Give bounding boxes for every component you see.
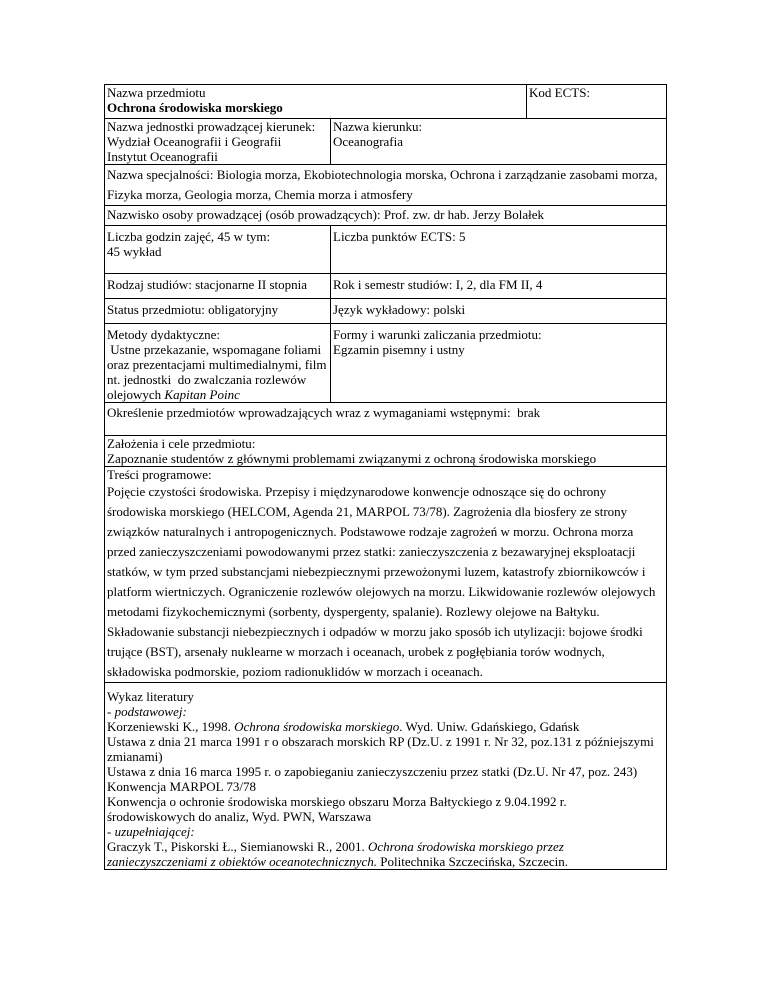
goals-row: [105, 436, 667, 467]
program-cell: [105, 467, 667, 683]
ects-points: Liczba punktów ECTS: 5: [333, 229, 466, 244]
subject-row: [105, 85, 667, 119]
item-7-author: Graczyk T., Piskorski Ł., Siemianowski R., 2001.: [107, 839, 368, 854]
unit-faculty: Wydział Oceanografii i Geografii: [107, 134, 282, 149]
specialties-row: [105, 165, 667, 206]
specialties-text: Nazwa specjalności: Biologia morza, Ekobiotechnologia morska, Ochrona i zarządzanie zasobami morza, Fizyka morza, Geologia morza, Chemia morza i atmosfery: [107, 167, 658, 202]
methods-cell: [105, 324, 331, 403]
lecturer-row: [105, 206, 667, 226]
prerequisites-cell: [105, 403, 667, 436]
year-semester-cell: [331, 274, 667, 299]
literature-row: [105, 683, 667, 870]
field-label: Nazwa kierunku:: [333, 119, 423, 134]
item-7-rest: Politechnika Szczecińska, Szczecin.: [377, 854, 568, 869]
unit-row: [105, 119, 667, 165]
study-type-row: [105, 274, 667, 299]
literature-item-2: Ustawa z dnia 21 marca 1991 r o obszarach morskich RP (Dz.U. z 1991 r. Nr 32, poz.131 z późniejszymi zmianami): [107, 734, 654, 764]
goals-cell: [105, 436, 667, 467]
literature-item-5: Konwencja o ochronie środowiska morskiego obszaru Morza Bałtyckiego z 9.04.1992 r.: [107, 794, 567, 809]
assessment-value: Egzamin pisemny i ustny: [333, 342, 465, 357]
status-cell: [105, 299, 331, 324]
ects-code-cell: [527, 85, 667, 119]
unit-label: Nazwa jednostki prowadzącej kierunek:: [107, 119, 316, 134]
literature-basic-label: - podstawowej:: [107, 704, 187, 719]
specialties-cell: [105, 165, 667, 206]
literature-supp-label: - uzupełniającej:: [107, 824, 195, 839]
literature-item-7: [107, 839, 664, 869]
methods-line-3: nt. jednostki do zwalczania rozlewów: [107, 372, 307, 387]
literature-item-1: [107, 719, 664, 734]
year-semester: Rok i semestr studiów: I, 2, dla FM II, 4: [333, 277, 543, 292]
goals-label: Założenia i cele przedmiotu:: [107, 436, 256, 451]
methods-label: Metody dydaktyczne:: [107, 327, 220, 342]
item-7-title: Ochrona środowiska morskiego przez zanieczyszczeniami z obiektów oceanotechnicznych.: [107, 839, 564, 869]
language-cell: [331, 299, 667, 324]
lecturer-cell: [105, 206, 667, 226]
subject-name: Ochrona środowiska morskiego: [107, 100, 283, 115]
hours-cell: [105, 226, 331, 274]
unit-cell: [105, 119, 331, 165]
hours-value: 45 wykład: [107, 244, 162, 259]
ects-points-cell: [331, 226, 667, 274]
item-1-title: Ochrona środowiska morskiego: [234, 719, 400, 734]
item-1-author: Korzeniewski K., 1998.: [107, 719, 235, 734]
hours-label: Liczba godzin zajęć, 45 w tym:: [107, 229, 271, 244]
study-type: Rodzaj studiów: stacjonarne II stopnia: [107, 277, 308, 292]
literature-item-4: Konwencja MARPOL 73/78: [107, 779, 257, 794]
item-1-rest: . Wyd. Uniw. Gdańskiego, Gdańsk: [399, 719, 580, 734]
program-row: [105, 467, 667, 683]
assessment-label: Formy i warunki zaliczania przedmiotu:: [333, 327, 542, 342]
methods-row: [105, 324, 667, 403]
field-value: Oceanografia: [333, 134, 404, 149]
lecturer-text: Nazwisko osoby prowadzącej (osób prowadzących): Prof. zw. dr hab. Jerzy Bolałek: [107, 207, 545, 222]
prerequisites-text: Określenie przedmiotów wprowadzających wraz z wymaganiami wstępnymi: brak: [107, 405, 541, 420]
subject-cell: [105, 85, 527, 119]
literature-label: Wykaz literatury: [107, 689, 194, 704]
literature-item-6: środowiskowych do analiz, Wyd. PWN, Warszawa: [107, 809, 372, 824]
literature-cell: [105, 683, 667, 870]
study-type-cell: [105, 274, 331, 299]
program-label: Treści programowe:: [107, 467, 212, 482]
course-syllabus: [104, 84, 666, 870]
unit-institute: Instytut Oceanografii: [107, 149, 218, 164]
prerequisites-row: [105, 403, 667, 436]
syllabus-table: [104, 84, 667, 870]
language: Język wykładowy: polski: [333, 302, 466, 317]
literature-item-3: Ustawa z dnia 16 marca 1995 r. o zapobieganiu zanieczyszczeniu przez statki (Dz.U. Nr 47, poz. 243): [107, 764, 638, 779]
methods-line-4: [107, 387, 328, 402]
status: Status przedmiotu: obligatoryjny: [107, 302, 279, 317]
program-text: Pojęcie czystości środowiska. Przepisy i międzynarodowe konwencje odnoszące się do ochrony środowiska morskiego (HELCOM, Agenda 21, MARPOL 73/78). Zagrożenia dla biosfery ze strony związków naturalnych i antropogenicznych. Podstawowe rodzaje zagrożeń w morzu. Ochrona morza przed zanieczyszczeniami powodowanymi przez statki: zanieczyszczenia z bezawaryjnej eksploatacji statków, w tym przed substancjami niebezpiecznymi przewożonymi luzem, katastrofy zbiornikowców i platform wiertniczych. Ograniczenie rozlewów olejowych na morzu. Likwidowanie rozlewów olejowych metodami fizykochemicznymi (sorbenty, dyspergenty, spalanie). Rozlewy olejowe na Bałtyku. Składowanie substancji niebezpiecznych i odpadów w morzu jako sposób ich utylizacji: bojowe środki trujące (BST), arsenały nuklearne w morzach i oceanach, urobek z pogłębiania torów wodnych, składowiska podmorskie, poziom radionuklidów w morzach i oceanach.: [107, 484, 656, 679]
goals-text: Zapoznanie studentów z głównymi problemami związanymi z ochroną środowiska morskiego: [107, 451, 597, 466]
methods-line-1: Ustne przekazanie, wspomagane foliami: [107, 342, 322, 357]
ects-code-label: Kod ECTS:: [529, 85, 591, 100]
field-cell: [331, 119, 667, 165]
subject-label: Nazwa przedmiotu: [107, 85, 206, 100]
film-title: Kapitan Poinc: [164, 387, 240, 402]
hours-row: [105, 226, 667, 274]
methods-line-4-text: olejowych: [107, 387, 165, 402]
status-row: [105, 299, 667, 324]
assessment-cell: [331, 324, 667, 403]
methods-line-2: oraz prezentacjami multimedialnymi, film: [107, 357, 327, 372]
